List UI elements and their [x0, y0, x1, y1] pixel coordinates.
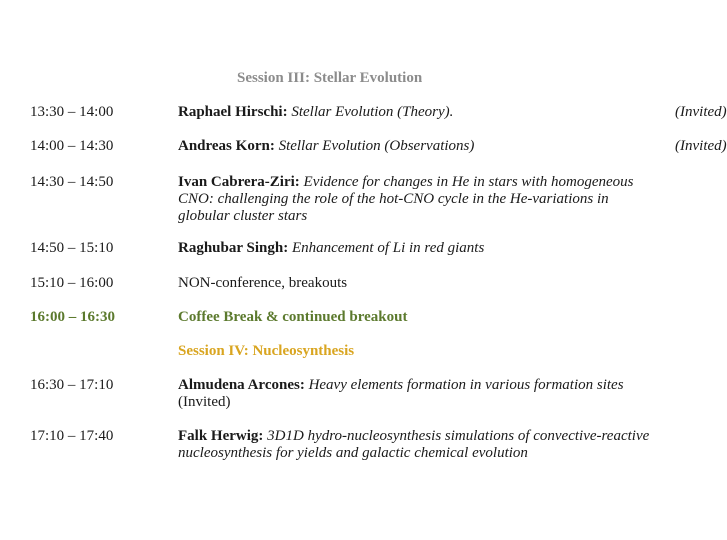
speaker-name: Andreas Korn: [178, 138, 275, 154]
speaker-name: Ivan Cabrera-Ziri: [178, 174, 300, 190]
invited-tag: (Invited) [675, 138, 727, 154]
session-4-heading: Session IV: Nucleosynthesis [178, 343, 355, 359]
time-slot: 16:30 – 17:10 [30, 377, 114, 393]
coffee-break-description: Coffee Break & continued breakout [178, 309, 408, 325]
talk-title: 3D1D hydro-nucleosynthesis simulations of convective-reactive nucleosynthesis for yields and galactic chemical evolution [178, 428, 650, 461]
time-slot: 15:10 – 16:00 [30, 275, 114, 291]
time-slot: 16:00 – 16:30 [30, 309, 115, 325]
time-slot: 13:30 – 14:00 [30, 104, 114, 120]
talk-description [178, 377, 658, 411]
speaker-name: Falk Herwig: [178, 428, 264, 444]
talk-title: Stellar Evolution (Observations) [278, 138, 475, 154]
speaker-name: Raphael Hirschi: [178, 104, 288, 120]
speaker-name: Raghubar Singh: [178, 240, 289, 256]
time-slot: 14:50 – 15:10 [30, 240, 114, 256]
break-description: NON-conference, breakouts [178, 275, 348, 291]
talk-description [178, 240, 658, 257]
talk-description [178, 428, 658, 462]
talk-title: Enhancement of Li in red giants [291, 240, 485, 256]
talk-description [178, 138, 727, 155]
talk-title: Heavy elements formation in various formation sites [308, 377, 624, 393]
invited-tag: (Invited) [675, 104, 727, 120]
talk-title: Evidence for changes in He in stars with homogeneous CNO: challenging the role of the hot-CNO cycle in the He-variations in globular cluster stars [178, 174, 634, 224]
speaker-name: Almudena Arcones: [178, 377, 305, 393]
invited-suffix: (Invited) [178, 394, 231, 410]
time-slot: 14:30 – 14:50 [30, 174, 114, 190]
time-slot: 14:00 – 14:30 [30, 138, 114, 154]
talk-description [178, 104, 727, 121]
session-3-heading: Session III: Stellar Evolution [237, 70, 423, 86]
talk-title: Stellar Evolution (Theory). [291, 104, 454, 120]
time-slot: 17:10 – 17:40 [30, 428, 114, 444]
talk-description [178, 174, 658, 225]
